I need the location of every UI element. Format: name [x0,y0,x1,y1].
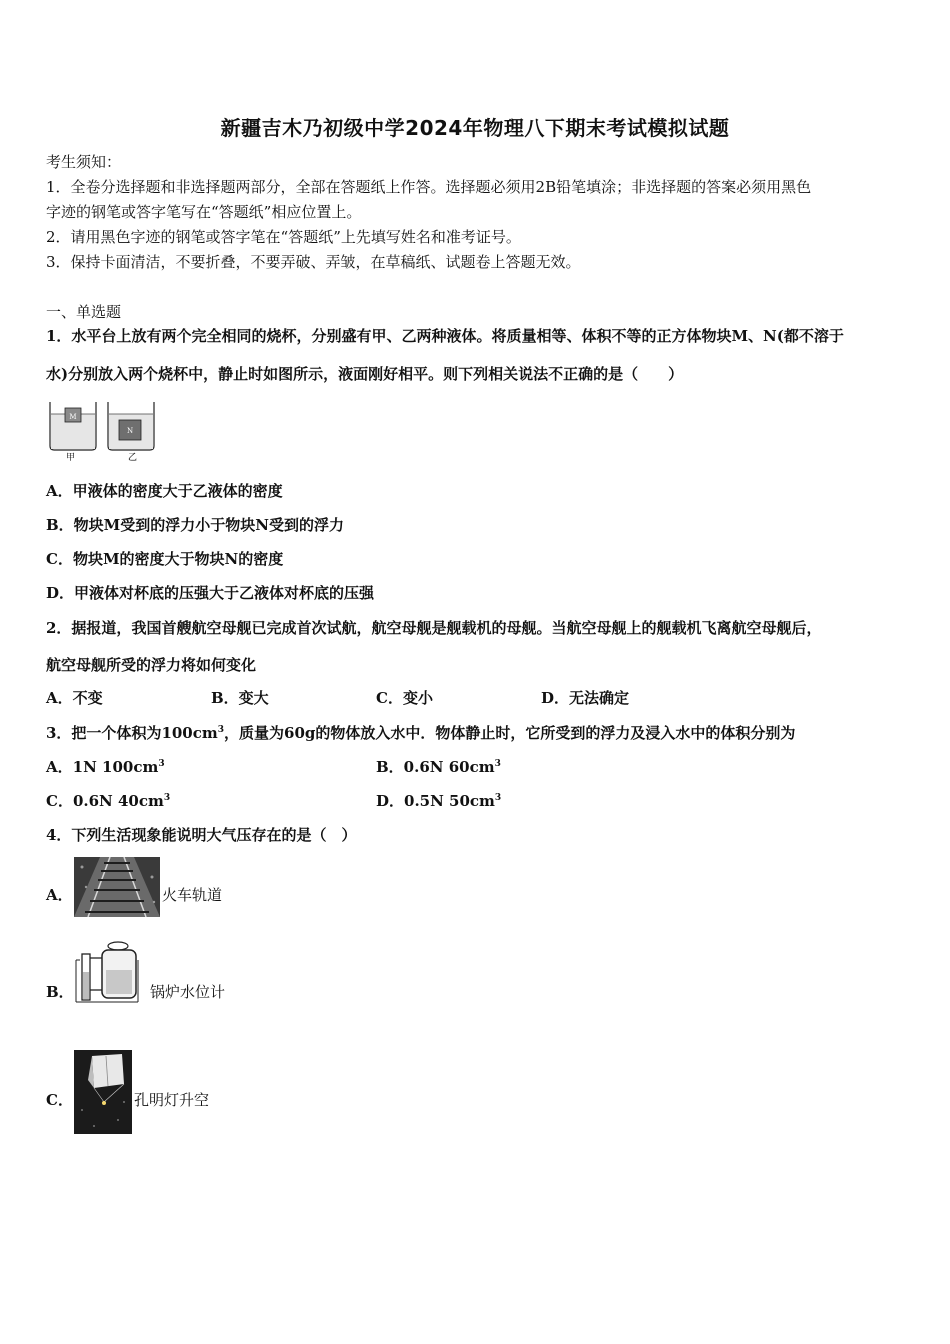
q4-option-c-letter: C． [46,1091,73,1109]
q1-option-d: D．甲液体对杯底的压强大于乙液体对杯底的压强 [46,584,375,602]
cup-yi-label: 乙 [128,453,138,463]
beakers-svg [46,398,158,464]
notice-item-2: 2．请用黑色字迹的钢笔或答字笔在“答题纸”上先填写姓名和准考证号。 [46,228,521,246]
railway-track-image [74,857,160,917]
q3-option-c-text: C．0.6N 40cm [46,792,164,810]
notice-item-1-cont: 字迹的钢笔或答字笔写在“答题纸”相应位置上。 [46,203,362,221]
q1-option-a: A．甲液体的密度大于乙液体的密度 [46,482,283,500]
q4-option-a-letter: A． [46,886,73,904]
q3-stem-pre: 3．把一个体积为100cm [46,724,218,742]
railway-track-svg [74,857,160,917]
q3-option-d-text: D．0.5N 50cm [376,792,495,810]
cup-jia-label: 甲 [66,453,76,463]
notice-heading: 考生须知： [46,153,122,171]
boiler-gauge-svg [72,940,144,1008]
q3-option-b-sup: 3 [494,759,501,769]
q1-option-b: B．物块M受到的浮力小于物块N受到的浮力 [46,516,344,534]
q1-option-c: C．物块M的密度大于物块N的密度 [46,550,284,568]
q3-option-c [46,791,170,811]
page-title: 新疆吉木乃初级中学2024年物理八下期末考试模拟试题 [220,116,730,140]
sky-lantern-image [74,1050,132,1134]
q2-option-c: C．变小 [376,689,433,707]
boiler-gauge-image [72,940,144,1008]
notice-item-1: 1．全卷分选择题和非选择题两部分，全部在答题纸上作答。选择题必须用2B铅笔填涂；非选择题的答案必须用黑色 [46,178,812,196]
q2-option-d: D．无法确定 [541,689,630,707]
q3-option-a-text: A．1N 100cm [46,758,159,776]
q4-option-c-text: 孔明灯升空 [134,1091,210,1109]
section-heading: 一、单选题 [46,303,122,321]
q4-option-a-text: 火车轨道 [162,886,223,904]
q3-option-a [46,757,165,777]
q4-stem: 4．下列生活现象能说明大气压存在的是（ ） [46,826,357,844]
q1-beakers-figure [46,398,158,464]
q3-option-d [376,791,501,811]
q3-stem [46,723,795,743]
q2-stem-line1: 2．据报道，我国首艘航空母舰已完成首次试航，航空母舰是舰载机的母舰。当航空母舰上的舰载机飞离航空母舰后， [46,619,822,637]
q1-stem-line2: 水)分别放入两个烧杯中，静止时如图所示，液面刚好相平。则下列相关说法不正确的是（ ） [46,365,684,383]
q2-option-a: A．不变 [46,689,103,707]
q3-option-b-text: B．0.6N 60cm [376,758,495,776]
q2-stem-line2: 航空母舰所受的浮力将如何变化 [46,656,257,674]
block-m-label: M [69,413,77,421]
q3-option-c-sup: 3 [163,793,171,803]
q3-stem-post: ，质量为60g的物体放入水中．物体静止时，它所受到的浮力及浸入水中的体积分别为 [224,724,796,742]
q3-stem-sup: 3 [217,725,225,735]
sky-lantern-svg [74,1050,132,1134]
q3-option-a-sup: 3 [158,759,165,769]
q3-option-d-sup: 3 [494,793,502,803]
q1-stem-line1: 1．水平台上放有两个完全相同的烧杯，分别盛有甲、乙两种液体。将质量相等、体积不等的正方体物块M、N(都不溶于 [46,327,844,345]
q3-option-b [376,757,501,777]
q2-option-b: B．变大 [211,689,269,707]
q4-option-b-letter: B． [46,983,74,1001]
block-n-label: N [126,427,134,435]
notice-item-3: 3．保持卡面清洁，不要折叠，不要弄破、弄皱，在草稿纸、试题卷上答题无效。 [46,253,581,271]
q4-option-b-text: 锅炉水位计 [150,983,226,1001]
